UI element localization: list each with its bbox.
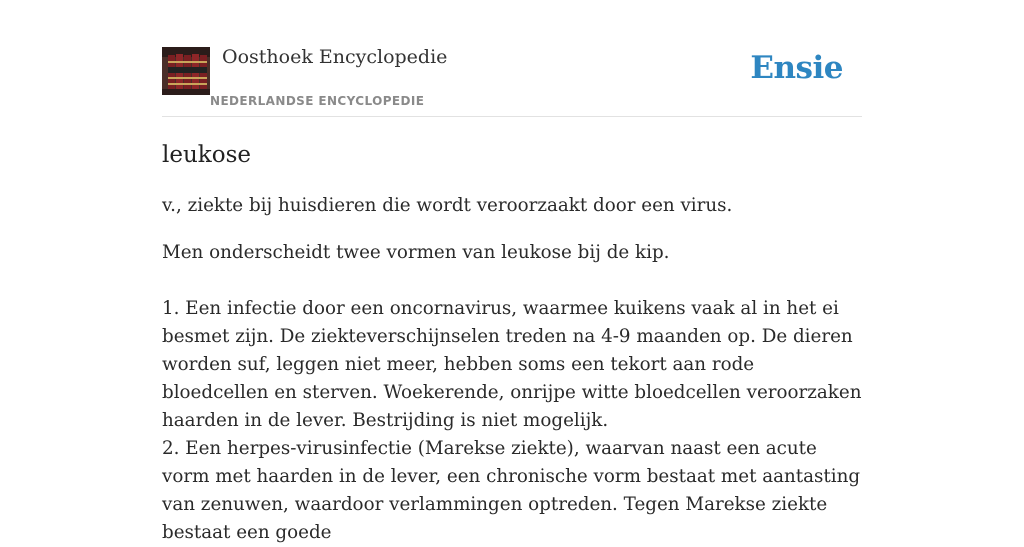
article-paragraph: 2. Een herpes-virusinfectie (Marekse ziekte), waarvan naast een acute vorm met haarden in de lever, een chronische vorm bestaat met aantasting van zenuwen, waardoor verlammingen optreden. Tegen Marekse ziekte bestaat een goede <box>162 438 861 543</box>
source-avatar[interactable] <box>162 47 210 95</box>
article-paragraph: Men onderscheidt twee vormen van leukose bij de kip. <box>162 242 670 263</box>
encyclopedia-books-icon <box>162 47 210 95</box>
source-subtitle: NEDERLANDSE ENCYCLOPEDIE <box>210 94 425 108</box>
article <box>162 140 862 547</box>
source-name-link[interactable]: Oosthoek Encyclopedie <box>222 46 448 68</box>
ensie-logo-link[interactable]: Ensie <box>750 50 843 86</box>
article-definition: v., ziekte bij huisdieren die wordt veroorzaakt door een virus. <box>162 195 733 216</box>
article-term: leukose <box>162 142 251 168</box>
site-header <box>162 0 862 117</box>
article-paragraph: 1. Een infectie door een oncornavirus, waarmee kuikens vaak al in het ei besmet zijn. De ziekteverschijnselen treden na 4-9 maanden op. De dieren worden suf, leggen niet meer, hebben soms een tekort aan rode bloedcellen en sterven. Woekerende, onrijpe witte bloedcellen veroorzaken haarden in de lever. Bestrijding is niet mogelijk. <box>162 298 862 431</box>
